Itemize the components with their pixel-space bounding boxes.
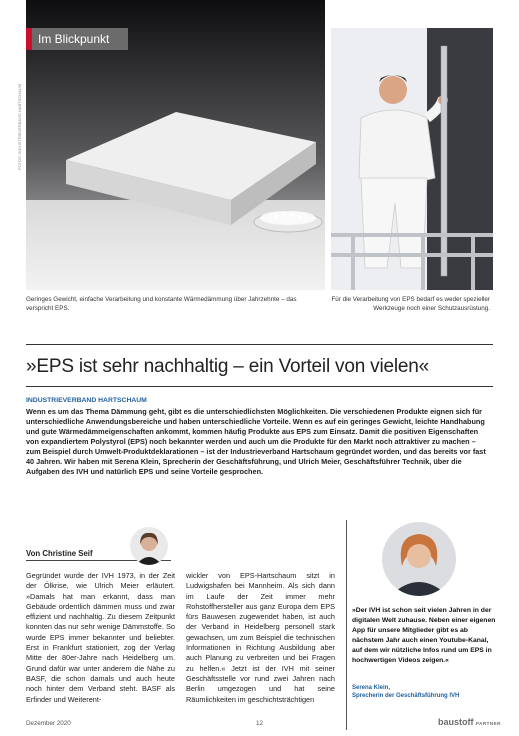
author-byline: Von Christine Seif [26, 549, 93, 558]
headline-top-rule [26, 344, 493, 345]
page-number: 12 [256, 720, 264, 727]
headline-bottom-rule [26, 386, 493, 387]
quote-author-name: Serena Klein, [352, 685, 391, 691]
sidebar-divider [346, 520, 347, 730]
brand-logo [438, 717, 501, 727]
brand-logo-main: baustoff [438, 717, 474, 727]
quote-attribution [352, 684, 498, 700]
section-label: Im Blickpunkt [32, 28, 128, 50]
author-avatar [130, 527, 168, 565]
quote-avatar [382, 522, 456, 596]
footer-date: Dezember 2020 [26, 720, 71, 727]
quote-author-role: Sprecherin der Geschäftsführung IVH [352, 693, 460, 699]
body-column-2: wickler von EPS-Hartschaum sitzt in Ludwigshafen bei Mannheim. Als sich dann im Laufe der Zeit immer mehr Rohstoffhersteller aus ganz Europa dem EPS fürs Bauwesen zugewendet haben, ist auch der Verband in Heidelberg personell stark gewachsen, um zum Beispiel die technischen Informationen in Richtung Ausbildung aber auch Planung zu verbreiten und bei Fragen zu helfen.« Jetzt ist der IVH mit seiner Geschäftsstelle vor rund zwei Jahren nach Berlin umgezogen und hat seine Räumlichkeiten im geschichtsträchtigen [186, 571, 335, 704]
photo-caption-left: Geringes Gewicht, einfache Verarbeitung und konstante Wärmedämmung über Jahrzehnte – das verspricht EPS. [26, 296, 297, 312]
pull-quote: »Der IVH ist schon seit vielen Jahren in der digitalen Welt zuhause. Neben einer eigenen App für unsere Mitglieder gibt es ab nächstem Jahr auch einen Youtube-Kanal, auf dem wir nützliche Infos rund um EPS in hochwertigen Videos zeigen.« [352, 607, 496, 664]
brand-logo-sub: PARTNER [476, 721, 501, 726]
body-column-1: Gegründet wurde der IVH 1973, in der Zeit der Ölkrise, wie Ulrich Meier erläutert. »Damals hat man erkannt, dass man Gebäude ordentlich dämmen muss und zwar effizient und nachhaltig. Zu diesem Zeitpunkt konnten das nur sehr wenige Dämmstoffe. So wurde EPS immer bekannter und beliebter. Erst in Frankfurt stationiert, zog der Verlag Mitte der 80er-Jahre nach Heidelberg um. Grund dafür war unter anderem die Nähe zu BASF, die schon damals und auch heute noch hinter dem Verband steht. BASF als Erfinder und Weiterent- [26, 571, 175, 704]
photo-credit: FOTOS: INDUSTRIEVERBAND HARTSCHAUM [17, 83, 22, 170]
worker-photo [331, 28, 493, 290]
article-kicker: INDUSTRIEVERBAND HARTSCHAUM [26, 397, 147, 404]
photo-caption-right: Für die Verarbeitung von EPS bedarf es weder spezieller Werkzeuge noch einer Schutzausrüstung. [331, 296, 490, 312]
article-headline: »EPS ist sehr nachhaltig – ein Vorteil von vielen« [26, 356, 429, 377]
article-intro: Wenn es um das Thema Dämmung geht, gibt es die unterschiedlichsten Möglichkeiten. Die verschiedenen Produkte eignen sich für unterschiedliche Anwendungsbereiche und haben unterschiedliche Vorteile. Wenn es auf ein geringes Gewicht, leichte Handhabung und gute Wärmedämmeigenschaften ankommt, kommen häufig Produkte aus EPS zum Einsatz. Damit die positiven Eigenschaften von expandiertem Polystyrol (EPS) noch bekannter werden und auch um die Produkte für den Markt noch attraktiver zu machen – zum Beispiel durch Umwelt-Produktdeklarationen – ist der Industrieverband Hartschaum gegründet worden, und das bereits vor fast 40 Jahren. Wir haben mit Serena Klein, Sprecherin der Geschäftsführung, und Ulrich Meier, Geschäftsführer Technik, über die Aufgaben des IVH und natürlich EPS und seine Vorteile gesprochen. [26, 407, 486, 476]
